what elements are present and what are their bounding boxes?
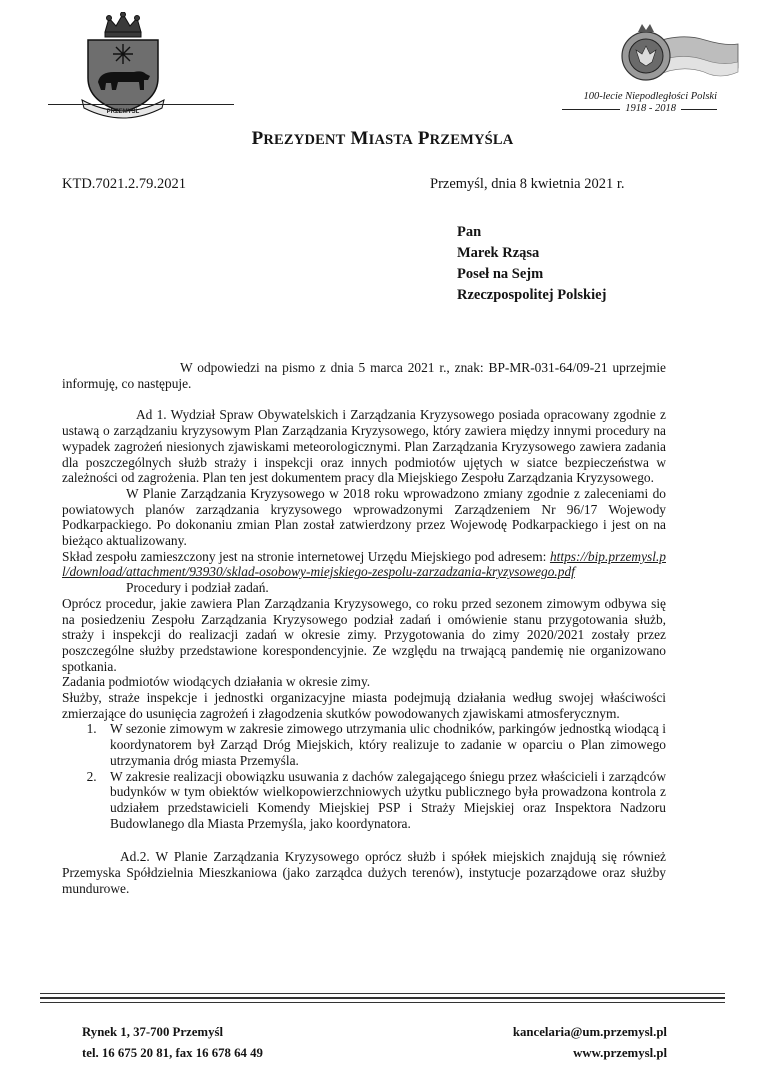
anniversary-rule-left [562, 109, 620, 110]
anniversary-rule-right [681, 109, 717, 110]
spacer [62, 391, 666, 407]
tasks-paragraph: Służby, straże inspekcje i jednostki organizacyjne miasta podejmują działania według swojej właściwości zmierzające do usunięcia zagrożeń i złagodzenia skutków powodowanych zjawiskami atmosferycznym. [62, 690, 666, 721]
footer-website[interactable]: www.przemysl.pl [573, 1046, 667, 1060]
footer-phone: tel. 16 675 20 81, fax 16 678 64 49 [82, 1046, 263, 1060]
page-title [0, 128, 765, 150]
anniversary-line: 100-lecie Niepodległości Polski [583, 91, 717, 102]
addressee-line: Rzeczpospolitej Polskiej [457, 287, 607, 303]
eagle-medal-icon [622, 24, 670, 80]
ad1-team-paragraph [62, 549, 666, 580]
anniversary-dates-row [562, 103, 717, 115]
cross-icon [113, 44, 133, 64]
title-initial: P [251, 128, 264, 149]
procedures-heading: Procedury i podział zadań. [126, 580, 269, 596]
anniversary-caption [562, 91, 717, 115]
ad1-changes-paragraph: W Planie Zarządzania Kryzysowego w 2018 roku wprowadzono zmiany zgodnie z zaleceniami do powiatowych planów zarządzania kryzysowego wprowadzonymi Zarządzeniem Nr 96/17 Wojewody Podkarpackiego. Po dokonaniu zmian Plan został zatwierdzony przez Wojewodę Podkarpackiego i jest on na bieżąco aktualizowany. [62, 485, 666, 549]
title-initial: P [417, 128, 430, 149]
addressee-line: Marek Rząsa [457, 245, 540, 261]
list-item: 2. W zakresie realizacji obowiązku usuwania z dachów zalegającego śniegu przez właścicieli i zarządców budynków w tym obiektów wielkopowierzchniowych użytku publicznego była prowadzona kontrola z udziałem przedstawicieli Komendy Miejskiej PSP i Straży Miejskiej oraz Inspektora Nadzoru Budowlanego dla Miasta Przemyśla, jako koordynatora. [100, 769, 666, 832]
title-word: IASTA [368, 132, 413, 148]
footer-rule [40, 1002, 725, 1003]
title-initial: M [350, 128, 369, 149]
list-item: 1. W sezonie zimowym w zakresie zimowego utrzymania ulic chodników, parkingów jednostką wiodącą i koordynatorem był Zarząd Dróg Miejskich, który realizuje to zadanie w oparciu o Plan zimowego utrzymania dróg miasta Przemyśla. [100, 721, 666, 768]
ad1-team-text: Skład zespołu zamieszczony jest na stronie internetowej Urzędu Miejskiego pod adresem: [62, 548, 547, 564]
footer-contact-left [82, 1022, 263, 1064]
footer-contact-right [513, 1022, 667, 1064]
independence-emblem [610, 14, 740, 94]
ad1-paragraph: Ad 1. Wydział Spraw Obywatelskich i Zarządzania Kryzysowego posiada opracowany zgodnie z ustawą o zarządzaniu kryzysowym Plan Zarządzania Kryzysowego, który zawiera między innymi procedury na wypadek zagrożeń niesionych zjawiskami meteorologicznymi. Plan Zarządzania Kryzysowego zawiera zadania dla poszczególnych służb straży i inspekcji oraz innych podmiotów ujętych w siatce bezpieczeństwa w zależności od zagrożenia. Plan ten jest dokumentem pracy dla Miejskiego Zespołu Zarządzania Kryzysowego. [62, 407, 666, 486]
procedures-paragraph: Oprócz procedur, jakie zawiera Plan Zarządzania Kryzysowego, co roku przed sezonem zimowym odbywa się na posiedzeniu Zespołu Zarządzania Kryzysowego podział zadań i omówienie stanu przygotowania służb, straży i inspekcji do realizacji zadań w okresie zimy. Przygotowania do zimy 2020/2021 zostały przez poszczególne służby przedstawione korespondencyjnie. Ze względu na trwającą pandemię nie organizowano spotkania. [62, 595, 666, 674]
team-document-link[interactable]: https://bip.przemysl.pl/download/attachment/93930/sklad-osobowy-miejskiego-zespolu-zarzadzania-kryzysowego.pdf [62, 548, 666, 580]
footer-rule [40, 997, 725, 999]
addressee-block [457, 222, 606, 306]
title-word: RZEMYŚLA [429, 132, 514, 148]
ad2-paragraph: Ad.2. W Planie Zarządzania Kryzysowego oprócz służb i spółek miejskich znajdują się również Przemyska Spółdzielnia Mieszkaniowa (jako zarządca dużych terenów), instytucje pozarządowe oraz służby mundurowe. [62, 849, 666, 896]
spacer [62, 831, 666, 849]
intro-paragraph: W odpowiedzi na pismo z dnia 5 marca 2021 r., znak: BP-MR-031-64/09-21 uprzejmie informuję, co następuje. [62, 360, 666, 391]
footer-rule [40, 993, 725, 994]
crown-icon [105, 12, 141, 37]
tasks-heading: Zadania podmiotów wiodących działania w okresie zimy. [62, 674, 371, 690]
title-word: REZYDENT [263, 132, 346, 148]
place-and-date: Przemyśl, dnia 8 kwietnia 2021 r. [430, 176, 625, 192]
coat-banner-text: PRZEMYŚL [106, 109, 140, 115]
anniversary-dates: 1918 - 2018 [625, 103, 676, 114]
letter-body [62, 360, 666, 897]
tasks-list [62, 721, 666, 831]
reference-number: KTD.7021.2.79.2021 [62, 176, 187, 192]
header-left-rule [48, 104, 234, 105]
footer-address: Rynek 1, 37-700 Przemyśl [82, 1025, 224, 1039]
addressee-line: Poseł na Sejm [457, 266, 544, 282]
footer-email[interactable]: kancelaria@um.przemysl.pl [512, 1025, 667, 1039]
addressee-line: Pan [457, 224, 482, 240]
